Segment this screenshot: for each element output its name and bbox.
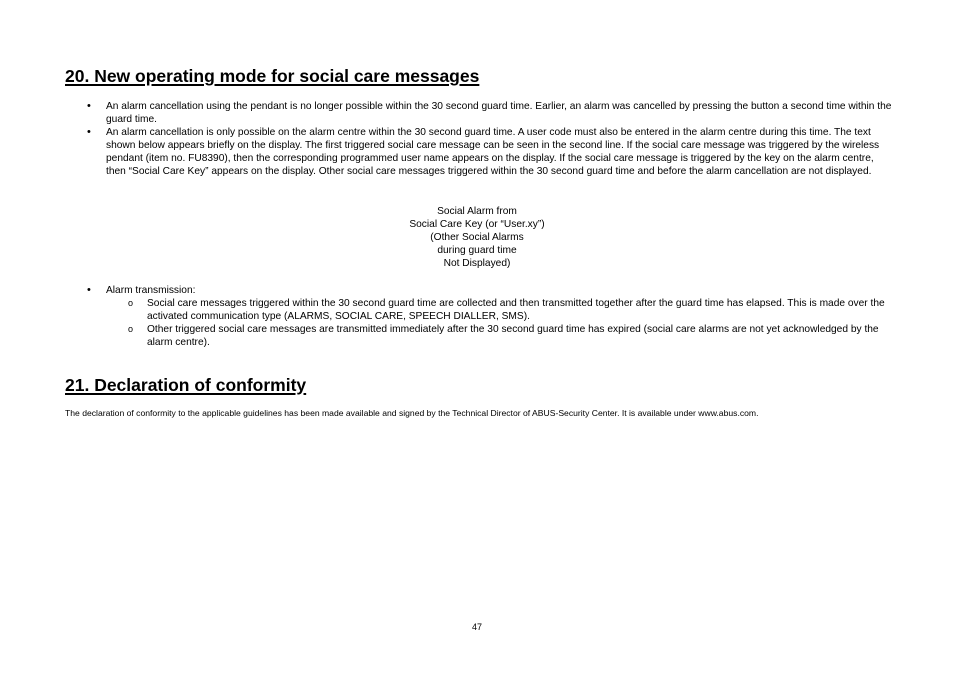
display-line: Social Care Key (or “User.xy”) bbox=[409, 219, 545, 230]
alarm-transmission-sublist bbox=[106, 297, 895, 349]
bullet-alarm-transmission-label: Alarm transmission: bbox=[106, 285, 196, 296]
display-line: Not Displayed) bbox=[443, 258, 511, 269]
display-line: (Other Social Alarms bbox=[430, 232, 524, 243]
sub-bullet-immediate-messages: o Other triggered social care messages are transmitted immediately after the 30 second guard time has expired (social care alarms are not yet acknowledged by the alarm centre). bbox=[106, 323, 895, 349]
display-line: during guard time bbox=[437, 245, 517, 256]
conformity-paragraph: The declaration of conformity to the applicable guidelines has been made available and signed by the Technical Director of ABUS-Security Center. It is available under www.abus.com. bbox=[65, 408, 759, 418]
display-text-block bbox=[0, 205, 954, 270]
bullet-pendant-cancellation: • An alarm cancellation using the pendant is no longer possible within the 30 second guard time. Earlier, an alarm was cancelled by pressing the button a second time within the guard time. bbox=[65, 100, 895, 126]
section-21-heading: 21. Declaration of conformity bbox=[65, 375, 307, 395]
display-line: Social Alarm from bbox=[437, 206, 517, 217]
alarm-transmission-list bbox=[65, 284, 895, 349]
page-number: 47 bbox=[471, 622, 482, 632]
sub-bullet-collected-messages: o Social care messages triggered within the 30 second guard time are collected and then transmitted together after the guard time has elapsed. This is made over the activated communication type (ALARMS, SOCIAL CARE, SPEECH DIALLER, SMS). bbox=[106, 297, 895, 323]
section-20-bullet-list bbox=[65, 100, 895, 178]
bullet-alarm-transmission bbox=[65, 284, 895, 349]
section-20-heading: 20. New operating mode for social care messages bbox=[65, 66, 480, 86]
bullet-alarm-centre-cancellation: • An alarm cancellation is only possible on the alarm centre within the 30 second guard time. A user code must also be entered in the alarm centre during this time. The text shown below appears briefly on the display. The first triggered social care message can be seen in the second line. If the social care message was triggered by the wireless pendant (item no. FU8390), then the corresponding programmed user name appears on the display. If the social care message is triggered by the key on the alarm centre, then “Social Care Key” appears on the display. Other social care messages triggered within the 30 second guard time and before the alarm cancellation are not displayed. bbox=[65, 126, 895, 178]
